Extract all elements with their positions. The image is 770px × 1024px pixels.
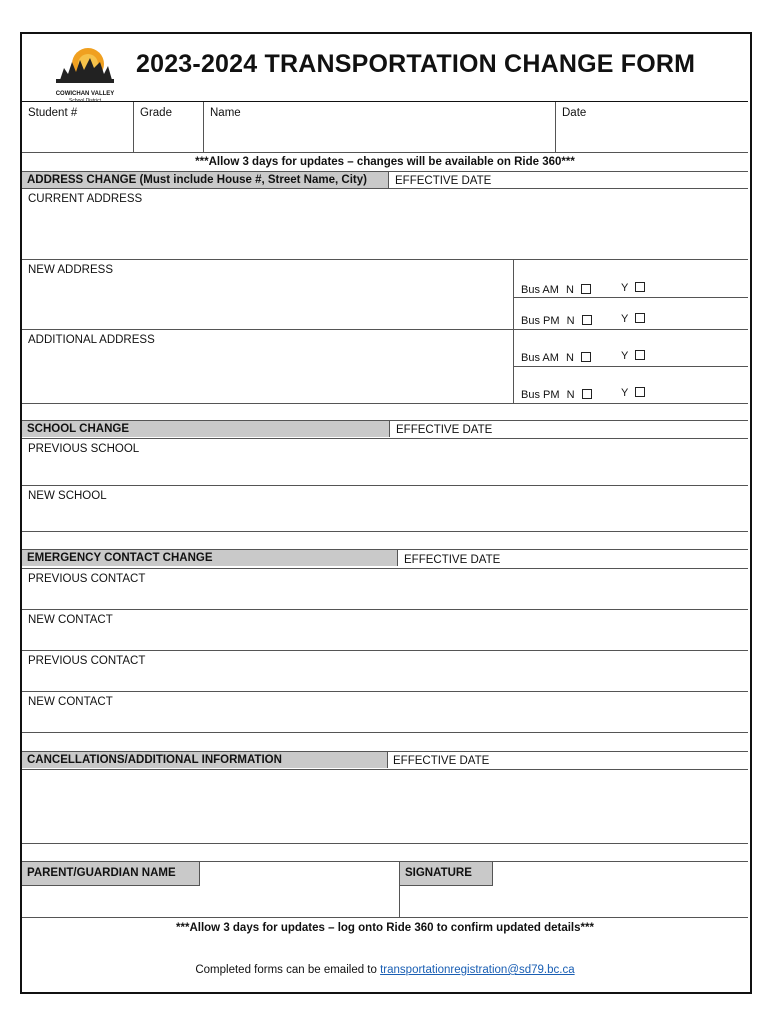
emergency-effective-date-label: EFFECTIVE DATE: [404, 554, 501, 566]
update-notice-top: ***Allow 3 days for updates – changes will be available on Ride 360***: [195, 156, 575, 168]
bus-pm-label: Bus PM: [521, 389, 560, 401]
divider: [513, 260, 514, 403]
current-address-field[interactable]: [22, 204, 748, 258]
logo-emblem-icon: [50, 46, 120, 86]
address-change-heading: ADDRESS CHANGE (Must include House #, Street Name, City): [22, 172, 389, 188]
student-number-label: Student #: [28, 107, 78, 119]
new-bus-pm-no-checkbox[interactable]: [582, 315, 592, 325]
divider: [555, 102, 556, 152]
date-label: Date: [562, 107, 587, 119]
yes-label: Y: [621, 387, 629, 399]
cancellations-effective-date-label: EFFECTIVE DATE: [393, 755, 490, 767]
additional-bus-pm-row: [521, 389, 596, 401]
no-label: N: [566, 315, 575, 327]
additional-bus-pm-yes-checkbox[interactable]: [635, 387, 645, 397]
new-address-bus-am-yes: [621, 282, 649, 294]
divider: [22, 843, 748, 844]
divider: [22, 329, 748, 330]
divider: [514, 297, 748, 298]
current-address-label: CURRENT ADDRESS: [28, 193, 143, 205]
new-bus-am-yes-checkbox[interactable]: [635, 282, 645, 292]
parent-guardian-name-field[interactable]: [22, 887, 398, 916]
cancellations-heading: CANCELLATIONS/ADDITIONAL INFORMATION: [22, 752, 388, 768]
no-label: N: [565, 352, 574, 364]
divider: [22, 650, 748, 651]
divider: [22, 609, 748, 610]
bus-pm-label: Bus PM: [521, 315, 560, 327]
school-change-heading: SCHOOL CHANGE: [22, 421, 390, 437]
new-address-bus-pm-yes: [621, 313, 649, 325]
signature-heading: SIGNATURE: [400, 862, 493, 886]
divider: [22, 259, 748, 260]
update-notice-bottom: ***Allow 3 days for updates – log onto Ride 360 to confirm updated details***: [176, 922, 594, 934]
yes-label: Y: [621, 350, 629, 362]
divider: [514, 366, 748, 367]
no-label: N: [566, 389, 575, 401]
logo-text: COWICHAN VALLEY: [55, 91, 115, 97]
signature-field[interactable]: [400, 887, 748, 916]
additional-bus-am-yes: [621, 350, 649, 362]
address-effective-date-label: EFFECTIVE DATE: [395, 175, 492, 187]
divider: [22, 531, 748, 532]
school-effective-date-label: EFFECTIVE DATE: [396, 424, 493, 436]
new-school-label: NEW SCHOOL: [28, 490, 107, 502]
previous-school-label: PREVIOUS SCHOOL: [28, 443, 140, 455]
bus-am-label: Bus AM: [521, 284, 559, 296]
cancellations-info-field[interactable]: [22, 770, 748, 842]
district-logo: [50, 46, 120, 98]
previous-contact-label-2: PREVIOUS CONTACT: [28, 655, 146, 667]
divider: [22, 917, 748, 918]
bus-am-label: Bus AM: [521, 352, 559, 364]
additional-bus-pm-yes: [621, 387, 649, 399]
new-address-bus-am-row: [521, 284, 595, 296]
divider: [22, 188, 748, 189]
parent-guardian-heading: PARENT/GUARDIAN NAME: [22, 862, 200, 886]
yes-label: Y: [621, 313, 629, 325]
divider: [22, 691, 748, 692]
new-address-bus-pm-row: [521, 315, 596, 327]
divider: [203, 102, 204, 152]
divider: [22, 485, 748, 486]
additional-bus-am-row: [521, 352, 595, 364]
additional-address-field[interactable]: [22, 346, 512, 402]
new-address-field[interactable]: [22, 276, 512, 328]
new-school-field[interactable]: [22, 502, 748, 530]
divider: [22, 101, 748, 102]
yes-label: Y: [621, 282, 629, 294]
name-label: Name: [210, 107, 241, 119]
new-contact-label: NEW CONTACT: [28, 614, 113, 626]
divider: [22, 732, 748, 733]
divider: [133, 102, 134, 152]
divider: [22, 438, 748, 439]
divider: [22, 568, 748, 569]
email-instruction-text: Completed forms can be emailed to: [195, 964, 377, 976]
previous-contact-label: PREVIOUS CONTACT: [28, 573, 146, 585]
new-contact-label-2: NEW CONTACT: [28, 696, 113, 708]
new-bus-pm-yes-checkbox[interactable]: [635, 313, 645, 323]
grade-label: Grade: [140, 107, 172, 119]
email-instruction: [22, 963, 748, 977]
emergency-contact-heading: EMERGENCY CONTACT CHANGE: [22, 550, 398, 566]
additional-bus-am-no-checkbox[interactable]: [581, 352, 591, 362]
page-title: 2023-2024 TRANSPORTATION CHANGE FORM: [136, 50, 696, 78]
new-address-label: NEW ADDRESS: [28, 264, 113, 276]
new-bus-am-no-checkbox[interactable]: [581, 284, 591, 294]
additional-bus-pm-no-checkbox[interactable]: [582, 389, 592, 399]
additional-bus-am-yes-checkbox[interactable]: [635, 350, 645, 360]
divider: [22, 403, 748, 404]
no-label: N: [565, 284, 574, 296]
additional-address-label: ADDITIONAL ADDRESS: [28, 334, 155, 346]
email-link[interactable]: transportationregistration@sd79.bc.ca: [380, 964, 575, 976]
previous-school-field[interactable]: [22, 455, 748, 484]
divider: [22, 152, 748, 153]
